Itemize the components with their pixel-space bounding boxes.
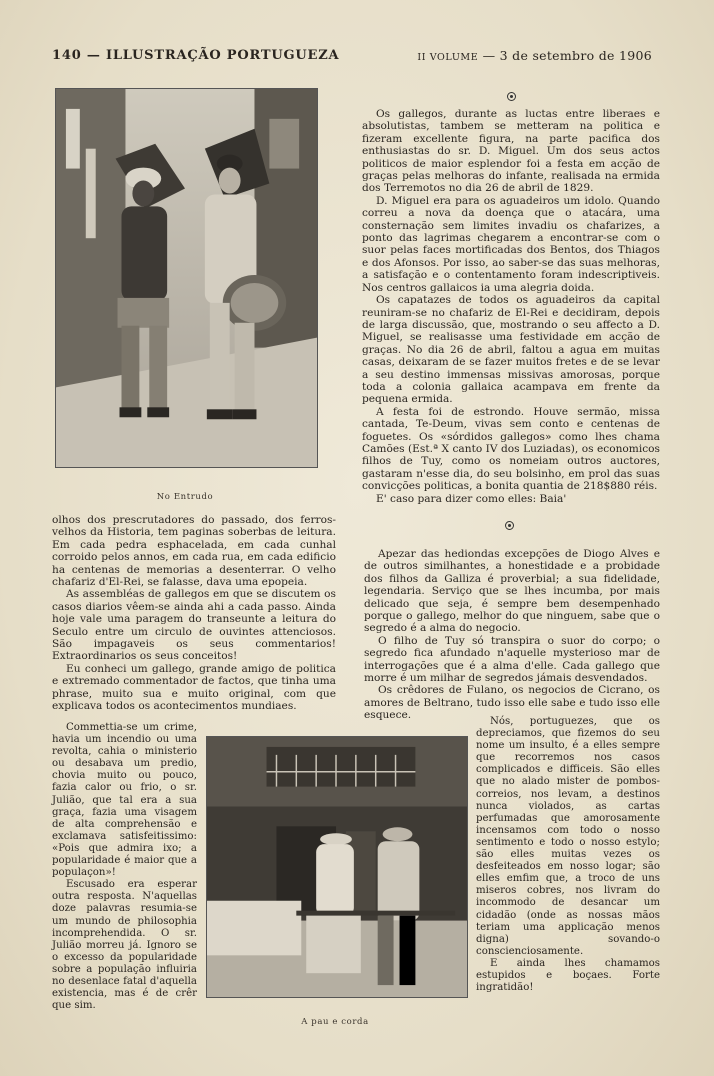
- carnival-figures-image: [56, 89, 317, 467]
- paragraph: Apezar das hediondas excepções de Diogo Alves e de outros similhantes, a honestidade e a probidade dos filhos da Galliza é proverbial; a sua fidelidade, legendaria. Serviço que se lhes incumba, por mais delicado que seja, é sempre bem desempenhado porque o gallego, melhor do que ninguem, sabe que o segredo é a alma do negocio.: [364, 548, 660, 635]
- text-column-right-top: [362, 108, 660, 505]
- paragraph: Eu conheci um gallego, grande amigo de politica e extremado commentador de factos, que tinha uma phrase, muito sua e muito original, com que explicava todos os acontecimentos mundiaes.: [52, 662, 336, 713]
- paragraph: D. Miguel era para os aguadeiros um idolo. Quando correu a nova da doença que o atacára, uma consternação sem limites invadiu os chafarizes, a ponto das lagrimas chegarem a encontrar-se com o suor pelas faces mortificadas dos Bentos, dos Thiagos e dos Afonsos. Por isso, ao saber-se das suas melhoras, a satisfação e o contentamento foram indescriptiveis. Nos centros gallaicos ia uma alegria doida.: [362, 194, 660, 294]
- photo-no-entrudo: [55, 88, 318, 468]
- paragraph: E' caso para dizer como elles: Baia': [376, 492, 567, 505]
- text-column-left-wrap: [52, 722, 197, 1012]
- paragraph: Os crêdores de Fulano, os negocios de Cicrano, os amores de Beltrano, tudo isso elle sabe e tudo isso elle esquece.: [364, 684, 660, 722]
- paragraph: olhos dos prescrutadores do passado, dos ferros-velhos da Historia, tem paginas soberbas de leitura. Em cada pedra esphacelada, em cada cunhal corroido pelos annos, em cada rua, em cada edificio ha centenas de memorias a desenterrar. O velho chafariz d'El-Rei, se falasse, dava uma epopeia.: [52, 514, 336, 589]
- photo-caption-top: No Entrudo: [156, 492, 214, 502]
- section-ornament: [505, 521, 514, 530]
- paragraph: As assembléas de gallegos em que se discutem os casos diarios vêem-se ainda ahi a cada passo. Ainda hoje vale uma paragem do transeunte a leitura do Seculo entre um circulo de ouvintes attenciosos. São impagaveis os seus commentarios! Extraordinarios os seus conceitos!: [52, 588, 336, 663]
- paragraph: Os gallegos, durante as luctas entre liberaes e absolutistas, tambem se metteram na politica e fizeram excellente figura, na parte pacifica dos enthusiastas do sr. D. Miguel. Um dos seus actos politicos de maior esplendor foi a festa em acção de graças pelas melhoras do infante, realisada na ermida dos Terremotos no dia 26 de abril de 1829.: [362, 108, 660, 195]
- text-column-left-mid: [52, 514, 336, 713]
- page-title: 140 — ILLUSTRAÇÃO PORTUGUEZA: [52, 48, 340, 63]
- paragraph: Nós, portuguezes, que os depreciamos, que fizemos do seu nome um insulto, é a elles sempre que recorremos nos casos complicados e difficeis. São elles que no alado mister de pombos-correios, nos levam, a destinos nunca violados, as cartas perfumadas que amorosamente incensamos com todo o nosso sentimento e todo o nosso estylo; são elles muitas vezes os desfeiteados em nosso logar; são elles emfim que, a troco de uns miseros cobres, nos livram do incommodo de desancar um cidadão (onde as nossas mãos teriam uma applicação menos digna) sovando-o conscienciosamente.: [476, 716, 660, 957]
- photo-a-pau-e-corda: [206, 736, 468, 998]
- paragraph: E ainda lhes chamamos estupidos e boçaes. Forte ingratidão!: [476, 957, 660, 994]
- paragraph: Escusado era esperar outra resposta. N'aquellas doze palavras resumia-se um mundo de philosophia incomprehendida. O sr. Julião morreu já. Ignoro se o excesso da popularidade sobre a população influiria no desenlace fatal d'aquella existencia, mas é de crêr que sim.: [52, 879, 197, 1012]
- date-label: — 3 de setembro de 1906: [482, 48, 652, 63]
- text-column-right-mid: [364, 548, 660, 722]
- water-carriers-image: [207, 737, 467, 997]
- photo-caption-bottom: A pau e corda: [301, 1017, 369, 1027]
- section-ornament: [507, 92, 516, 101]
- issue-date: [417, 48, 652, 63]
- paragraph: Commettia-se um crime, havia um incendio ou uma revolta, cahia o ministerio ou desabava um predio, chovia muito ou pouco, fazia calor ou frio, o sr. Julião, que tal era a sua graça, fazia uma visagem de alta comprehensão e exclamava satisfeitissimo: «Pois que admira ixo; a popularidade é maior que a populaçon»!: [52, 722, 197, 879]
- volume-label: II VOLUME: [417, 52, 479, 63]
- paragraph: Os capatazes de todos os aguadeiros da capital reuniram-se no chafariz de El-Rei e decidiram, depois de larga discussão, que, mostrando o seu affecto a D. Miguel, se realisasse uma festividade em acção de graças. No dia 26 de abril, faltou a agua em muitas casas, deixaram de se fazer muitos fretes e de se levar a seu destino immensas missivas amorosas, porque toda a colonia gallaica acampava em frente da pequena ermida.: [362, 294, 660, 406]
- text-column-right-wrap: [476, 716, 660, 994]
- paragraph: A festa foi de estrondo. Houve sermão, missa cantada, Te-Deum, vivas sem conto e centenas de foguetes. Os «sórdidos gallegos» como lhes chama Camões (Est.ª X canto IV dos Luziadas), os economicos filhos de Tuy, como os nomeiam outros auctores, gastaram n'esse dia, do seu bolsinho, em prol das suas convicções politicas, a bonita quantia de 218$880 réis.: [362, 405, 660, 493]
- paragraph: O filho de Tuy só transpira o suor do corpo; o segredo fica afundado n'aquelle mysterioso mar de interrogações que é a alma d'elle. Cada gallego que morre é um milhar de segredos jámais desvendados.: [364, 634, 660, 685]
